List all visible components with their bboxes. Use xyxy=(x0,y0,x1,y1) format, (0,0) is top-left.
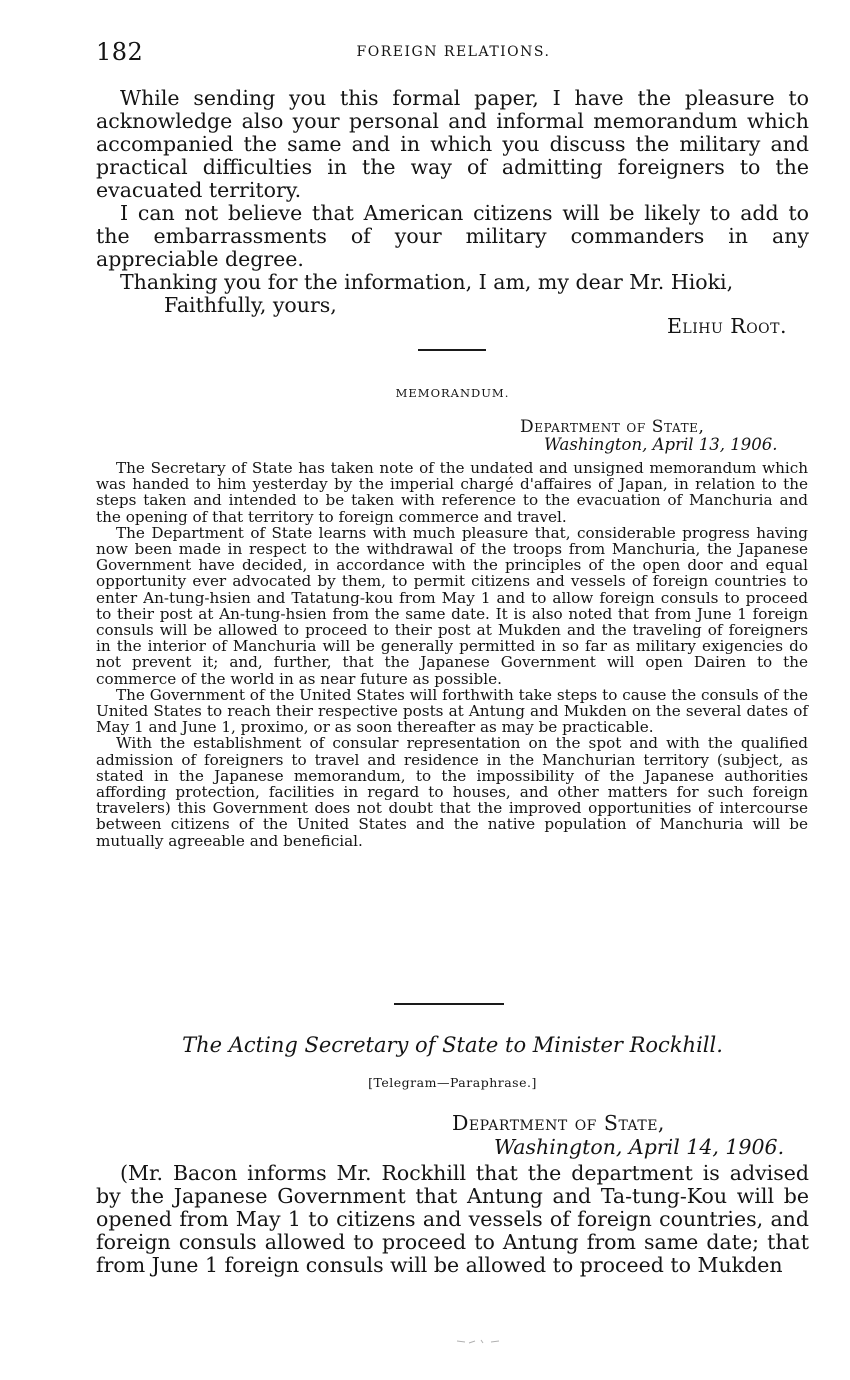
letter-body xyxy=(96,87,809,338)
telegram-title: The Acting Secretary of State to Minister Rockhill. xyxy=(182,1033,723,1057)
section-divider xyxy=(418,349,486,351)
telegram-dateline xyxy=(96,1111,809,1159)
letter-paragraph: While sending you this formal paper, I have the pleasure to acknowledge also your personal and informal memorandum which accompanied the same and in which you discuss the military and practical difficulties in the way of admitting foreigners to the evacuated territory. xyxy=(96,86,809,202)
memorandum-body xyxy=(96,460,808,849)
memorandum-paragraph: The Government of the United States will forthwith take steps to cause the consuls of the United States to reach their respective posts at Antung and Mukden on the several dates of May 1 and June 1, proximo, or as soon thereafter as may be practicable. xyxy=(96,685,808,737)
ink-smudge xyxy=(455,1337,505,1345)
memorandum-paragraph: With the establishment of consular representation on the spot and with the qualified admission of foreigners to travel and residence in the Manchurian territory (subject, as stated in the Japanese memorandum, to the impossibility of the Japanese authorities affording protection, facilities in regard to houses, and other matters for such foreign travelers) this Government does not doubt that the improved opportunities of intercourse between citizens of the United States and the native population of Manchuria will be mutually agreeable and beneficial. xyxy=(96,734,808,850)
running-head: FOREIGN RELATIONS. xyxy=(356,44,551,60)
dateline-office: Department of State, xyxy=(452,1111,665,1135)
memorandum-heading: MEMORANDUM. xyxy=(395,386,510,400)
letter-paragraph: I can not believe that American citizens will be likely to add to the embarrassments of your military commanders in any appreciable degree. xyxy=(96,201,809,271)
memorandum-paragraph: The Secretary of State has taken note of the undated and unsigned memorandum which was handed to him yesterday by the imperial chargé d'affaires of Japan, in relation to the steps taken and intended to be taken with reference to the evacuation of Manchuria and the opening of that territory to foreign commerce and travel. xyxy=(96,459,808,526)
dateline-place: Washington, April 13, 1906. xyxy=(544,435,778,454)
letter-paragraph: Thanking you for the information, I am, my dear Mr. Hioki, xyxy=(120,270,734,294)
telegram-body xyxy=(96,1162,809,1277)
telegram-subtitle: [Telegram—Paraphrase.] xyxy=(368,1075,537,1090)
letter-signature: Elihu Root. xyxy=(666,314,787,338)
page-header xyxy=(96,38,811,68)
telegram-paragraph: (Mr. Bacon informs Mr. Rockhill that the department is advised by the Japanese Government that Antung and Ta-tung-Kou will be opened from May 1 to citizens and vessels of foreign countries, and foreign consuls allowed to proceed to Antung from same date; that from June 1 foreign consuls will be allowed to proceed to Mukden xyxy=(96,1161,809,1277)
letter-closing: Faithfully, yours, xyxy=(164,293,337,317)
section-divider xyxy=(394,1003,504,1005)
dateline-place: Washington, April 14, 1906. xyxy=(494,1135,785,1159)
dateline-office: Department of State, xyxy=(520,417,705,437)
memorandum-dateline xyxy=(96,418,809,454)
memorandum-paragraph: The Department of State learns with much pleasure that, considerable progress having now been made in respect to the withdrawal of the troops from Manchuria, the Japanese Government have decided, in accordance with the principles of the open door and equal opportunity ever advocated by them, to permit citizens and vessels of foreign countries to enter An-tung-hsien and Tatatung-kou from May 1 and to allow foreign consuls to proceed to their post at An-tung-hsien from the same date. It is also noted that from June 1 foreign consuls will be allowed to proceed to their post at Mukden and the traveling of foreigners in the interior of Manchuria will be generally permitted in so far as military exigencies do not prevent it; and, further, that the Japanese Government will open Dairen to the commerce of the world in as near future as possible. xyxy=(96,523,808,688)
page-number: 182 xyxy=(96,38,144,66)
